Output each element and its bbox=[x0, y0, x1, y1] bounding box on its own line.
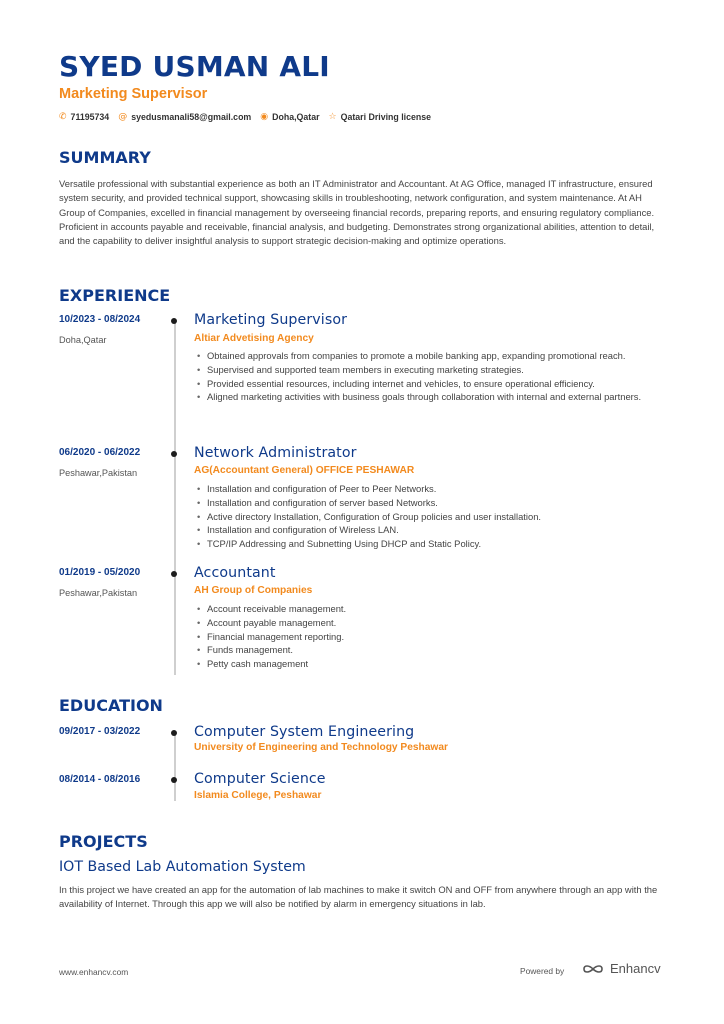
experience-timeline bbox=[174, 321, 176, 675]
at-icon: @ bbox=[118, 112, 128, 122]
location-text: Doha,Qatar bbox=[272, 112, 320, 122]
education-dates: 09/2017 - 03/2022 bbox=[59, 726, 141, 737]
job-dates: 06/2020 - 06/2022 bbox=[59, 447, 141, 458]
job-dates: 10/2023 - 08/2024 bbox=[59, 314, 141, 325]
education-dates: 08/2014 - 08/2016 bbox=[59, 774, 141, 785]
candidate-role: Marketing Supervisor bbox=[59, 86, 208, 102]
job-company: AG(Accountant General) OFFICE PESHAWAR bbox=[194, 465, 415, 476]
job-bullet: • Financial management reporting. bbox=[194, 630, 664, 644]
job-bullet: • Installation and configuration of Wireless LAN. bbox=[194, 523, 664, 537]
powered-by-label: Powered by bbox=[520, 966, 565, 976]
education-school: University of Engineering and Technology Peshawar bbox=[194, 742, 448, 753]
timeline-dot bbox=[171, 451, 177, 457]
brand-logo[interactable] bbox=[582, 961, 661, 976]
timeline-dot bbox=[171, 318, 177, 324]
education-degree: Computer Science bbox=[194, 771, 326, 787]
job-company: Altiar Advetising Agency bbox=[194, 333, 314, 344]
job-title: Accountant bbox=[194, 565, 276, 581]
timeline-dot bbox=[171, 571, 177, 577]
timeline-dot bbox=[171, 730, 177, 736]
timeline-dot bbox=[171, 777, 177, 783]
job-bullet: • Obtained approvals from companies to promote a mobile banking app, expanding promotional reach. bbox=[194, 349, 664, 363]
project-title: IOT Based Lab Automation System bbox=[59, 859, 306, 875]
project-description: In this project we have created an app for the automation of lab machines to make it switch ON and OFF from anywhere through an app with the availability of Internet. Through this app we will also be notified by alarm in emergency situations in lab. bbox=[59, 884, 658, 910]
phone-icon: ✆ bbox=[59, 112, 67, 122]
contact-license bbox=[329, 112, 432, 122]
job-location: Peshawar,Pakistan bbox=[59, 588, 138, 598]
job-bullet: • Provided essential resources, including internet and vehicles, to ensure operational efficiency. bbox=[194, 377, 664, 391]
education-school: Islamia College, Peshawar bbox=[194, 790, 322, 801]
summary-heading: SUMMARY bbox=[59, 148, 151, 167]
job-bullet: • Petty cash management bbox=[194, 657, 664, 671]
job-dates: 01/2019 - 05/2020 bbox=[59, 567, 141, 578]
projects-heading: PROJECTS bbox=[59, 832, 148, 851]
job-location: Peshawar,Pakistan bbox=[59, 468, 138, 478]
star-icon: ☆ bbox=[328, 112, 337, 122]
job-title: Marketing Supervisor bbox=[194, 312, 348, 328]
candidate-name: SYED USMAN ALI bbox=[59, 50, 330, 83]
contact-phone bbox=[59, 112, 109, 122]
contact-location bbox=[260, 112, 319, 122]
brand-name: Enhancv bbox=[610, 961, 661, 976]
job-location: Doha,Qatar bbox=[59, 335, 107, 345]
email-text[interactable]: syedusmanali58@gmail.com bbox=[131, 112, 252, 122]
education-heading: EDUCATION bbox=[59, 696, 163, 715]
job-bullet: • Installation and configuration of Peer to Peer Networks. bbox=[194, 482, 664, 496]
job-bullet: • Account payable management. bbox=[194, 616, 664, 630]
job-bullet: • Account receivable management. bbox=[194, 602, 664, 616]
contact-bar bbox=[59, 112, 440, 122]
job-bullets bbox=[194, 349, 664, 404]
job-bullets bbox=[194, 482, 664, 551]
license-text: Qatari Driving license bbox=[340, 112, 432, 122]
contact-email[interactable] bbox=[118, 112, 251, 122]
job-bullets bbox=[194, 602, 664, 671]
location-pin-icon: ◉ bbox=[260, 112, 269, 122]
job-bullet: • Supervised and supported team members in executing marketing strategies. bbox=[194, 363, 664, 377]
experience-heading: EXPERIENCE bbox=[59, 286, 171, 305]
job-title: Network Administrator bbox=[194, 445, 357, 461]
job-bullet: • Funds management. bbox=[194, 643, 664, 657]
enhancv-logo-icon bbox=[582, 962, 604, 976]
job-bullet: • Aligned marketing activities with business goals through collaboration with internal and external partners. bbox=[194, 390, 664, 404]
job-bullet: • Active directory Installation, Configuration of Group policies and user installation. bbox=[194, 510, 664, 524]
education-timeline bbox=[174, 733, 176, 801]
job-bullet: • TCP/IP Addressing and Subnetting Using DHCP and Static Policy. bbox=[194, 537, 664, 551]
education-degree: Computer System Engineering bbox=[194, 724, 415, 740]
phone-text: 71195734 bbox=[70, 112, 110, 122]
job-bullet: • Installation and configuration of server based Networks. bbox=[194, 496, 664, 510]
footer-url[interactable]: www.enhancv.com bbox=[59, 967, 129, 977]
summary-text: Versatile professional with substantial experience as both an IT Administrator and Accountant. At AG Office, managed IT infrastructure, ensured system security, and provided technical support, showcasing skills in troubleshooting, network configuration, and system maintenance. At AH Group of Companies, excelled in financial management by overseeing financial records, preparing reports, and ensuring regulatory compliance. Proficient in accounts payable and receivable, financial analysis, and budgeting. Demonstrates strong organizational abilities, attention to detail, and the capability to deliver insightful analysis to support strategic decision-making and optimize operations. bbox=[59, 178, 655, 247]
job-company: AH Group of Companies bbox=[194, 585, 313, 596]
